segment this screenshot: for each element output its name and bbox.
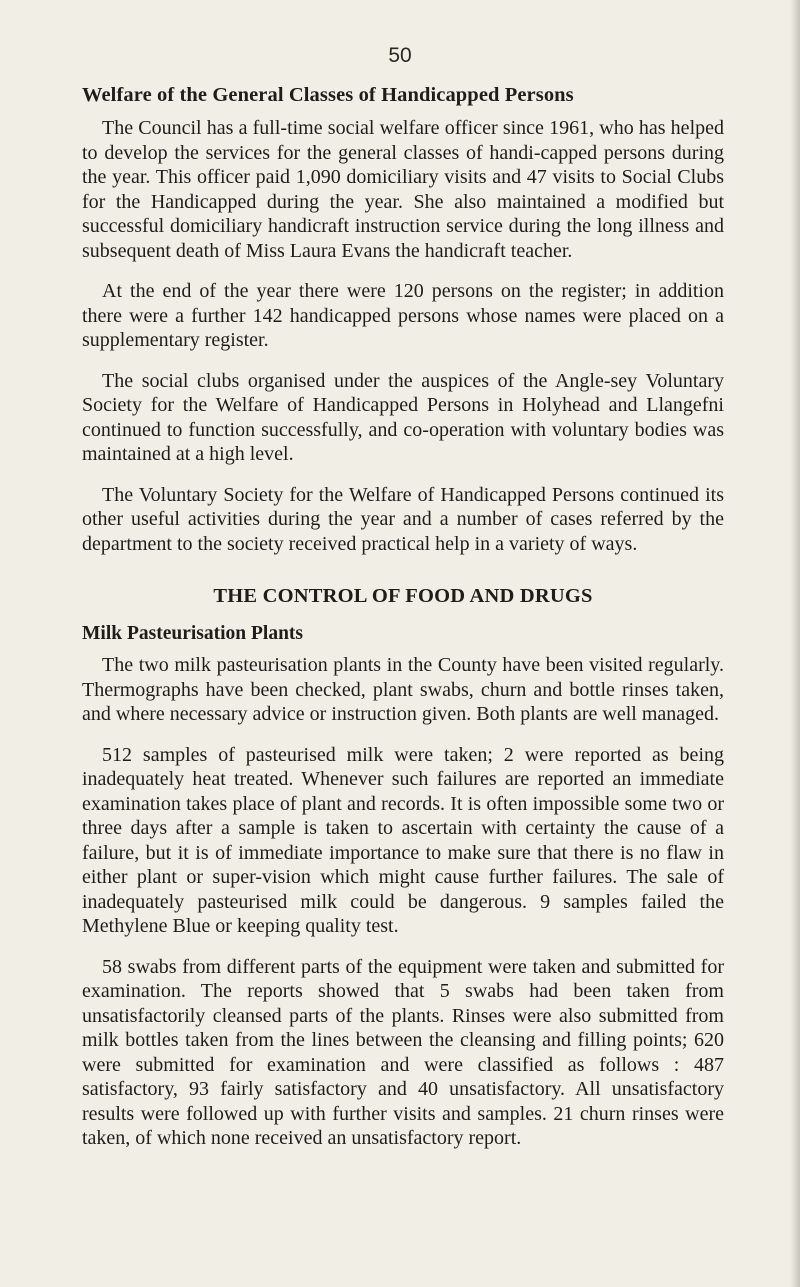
paragraph-voluntary-society: The Voluntary Society for the Welfare of Handicapped Persons continued its other useful activities during the year and a number of cases referred by the department to the society received practical help in a variety of ways. xyxy=(82,483,724,555)
paragraph-swabs: 58 swabs from different parts of the equipment were taken and submitted for examination. The reports showed that 5 swabs had been taken from unsatisfactorily cleansed parts of the plants. Rinses were also submitted from milk bottles taken from the lines between the cleansing and filling points; 620 were submitted for examination and were classified as follows : 487 satisfactory, 93 fairly satisfactory and 40 unsatisfactory. All unsatisfactory results were followed up with further visits and samples. 21 churn rinses were taken, of which none received an unsatisfactory report. xyxy=(82,955,724,1149)
page-number: 50 xyxy=(388,44,412,67)
paragraph-welfare-officer: The Council has a full-time social welfare officer since 1961, who has helped to develop the services for the general classes of handi-capped persons during the year. This officer paid 1,090 domiciliary visits and 47 visits to Social Clubs for the Handicapped during the year. She also maintained a modified but successful domiciliary handicraft instruction service during the long illness and subsequent death of Miss Laura Evans the handicraft teacher. xyxy=(82,117,724,262)
paragraph-social-clubs: The social clubs organised under the auspices of the Angle-sey Voluntary Society for the Welfare of Handicapped Persons in Holyhead and Llangefni continued to function successfully, and co-operation with voluntary bodies was maintained at a high level. xyxy=(82,369,724,465)
subsection-title-milk-plants: Milk Pasteurisation Plants xyxy=(82,623,304,644)
document-body xyxy=(82,116,724,1167)
section-title-food-drugs: THE CONTROL OF FOOD AND DRUGS xyxy=(213,585,593,607)
page-edge-shadow xyxy=(790,0,800,1287)
paragraph-samples: 512 samples of pasteurised milk were taken; 2 were reported as being inadequately heat treated. Whenever such failures are reported an immediate examination takes place of plant and records. It is often impossible some two or three days after a sample is taken to ascertain with certainty the cause of a failure, but it is of immediate importance to make sure that there is no flaw in either plant or super-vision which might cause further failures. The sale of inadequately pasteurised milk could be dangerous. 9 samples failed the Methylene Blue or keeping quality test. xyxy=(82,743,724,937)
section-title-welfare: Welfare of the General Classes of Handicapped Persons xyxy=(82,84,574,106)
paragraph-plants-visited: The two milk pasteurisation plants in the County have been visited regularly. Thermographs have been checked, plant swabs, churn and bottle rinses taken, and where necessary advice or instruction given. Both plants are well managed. xyxy=(82,654,724,725)
paragraph-register: At the end of the year there were 120 persons on the register; in addition there were a further 142 handicapped persons whose names were placed on a supplementary register. xyxy=(82,280,724,351)
